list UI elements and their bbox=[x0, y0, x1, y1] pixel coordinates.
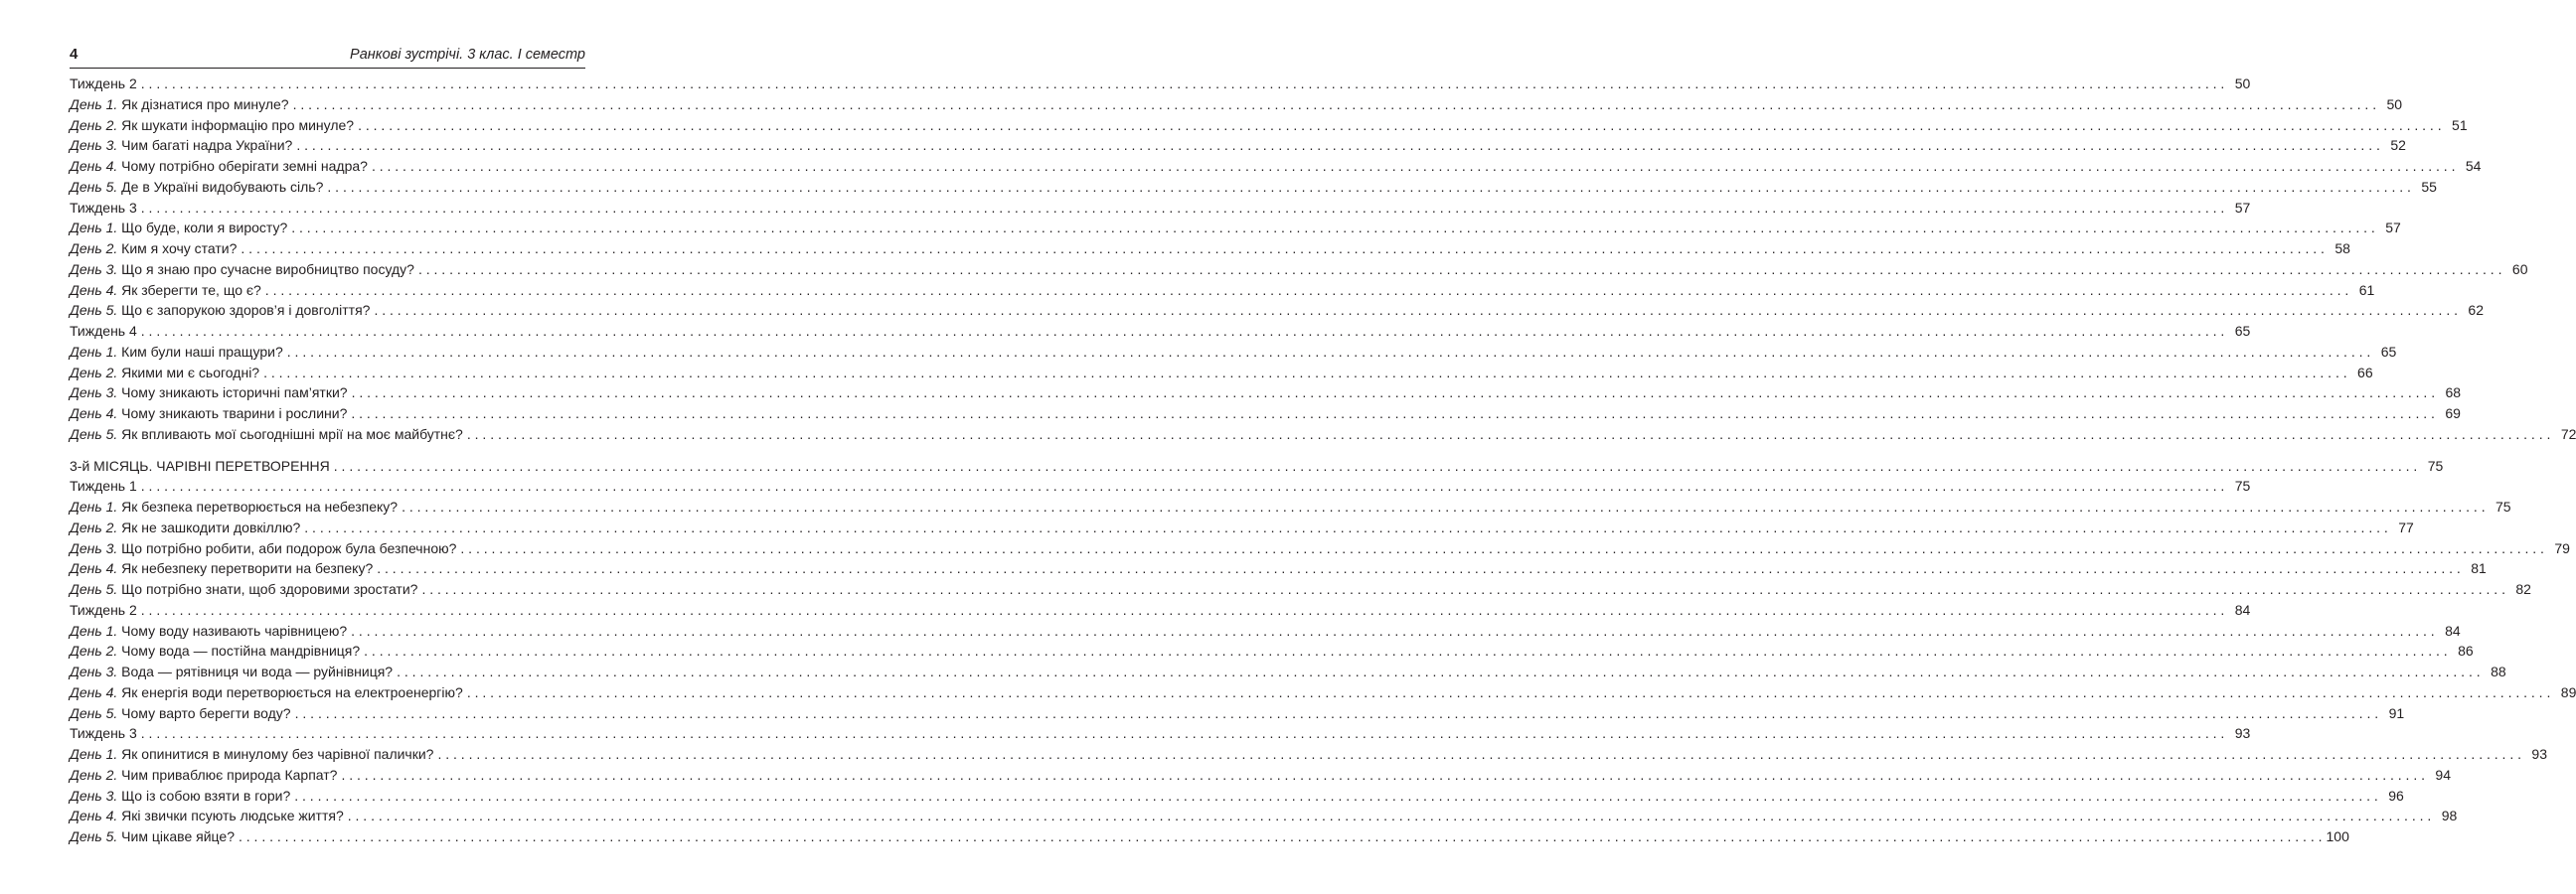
toc-entry-label bbox=[70, 300, 370, 321]
page-number: 4 bbox=[70, 46, 79, 63]
toc-entry-day-prefix: День 5. bbox=[70, 828, 118, 844]
toc-entry-day-prefix: День 4. bbox=[70, 683, 118, 700]
toc-day-entry bbox=[70, 558, 2487, 579]
toc-entry-title: Тиждень 2 bbox=[70, 601, 137, 618]
toc-entry-title: Що потрібно знати, щоб здоровими зростати? bbox=[117, 581, 418, 597]
toc-entry-label bbox=[70, 321, 137, 342]
toc-entry-day-prefix: День 3. bbox=[70, 787, 118, 804]
toc-dot-leader bbox=[141, 600, 2225, 621]
toc-entry-title: Що потрібно робити, аби подорож була безпечною? bbox=[117, 539, 457, 556]
toc-entry-title: Тиждень 3 bbox=[70, 199, 137, 216]
toc-entry-day-prefix: День 3. bbox=[70, 664, 118, 679]
toc-day-entry bbox=[70, 826, 2349, 847]
toc-week-entry bbox=[70, 476, 2251, 497]
toc-entry-page-number: 54 bbox=[2465, 158, 2482, 174]
toc-dot-leader bbox=[352, 382, 2436, 403]
toc-day-entry bbox=[70, 662, 2506, 682]
toc-dot-leader bbox=[241, 238, 2325, 259]
toc-entry-day-prefix: День 5. bbox=[70, 704, 118, 721]
toc-entry-day-prefix: День 1. bbox=[70, 622, 118, 639]
toc-entry-label bbox=[70, 342, 283, 363]
toc-entry-title: Тиждень 2 bbox=[70, 75, 137, 91]
toc-dot-leader bbox=[374, 300, 2458, 321]
toc-dot-leader bbox=[358, 115, 2442, 136]
toc-entry-title: Чому потрібно оберігати земні надра? bbox=[117, 158, 368, 174]
toc-entry-label bbox=[70, 363, 259, 383]
toc-day-entry bbox=[70, 806, 2458, 826]
toc-dot-leader bbox=[239, 826, 2323, 847]
toc-entry-title: Як шукати інформацію про минуле? bbox=[117, 116, 355, 133]
toc-entry-page-number: 96 bbox=[2388, 787, 2404, 804]
toc-dot-leader bbox=[351, 403, 2435, 424]
toc-week-entry bbox=[70, 74, 2251, 94]
toc-entry-label bbox=[70, 703, 291, 724]
toc-entry-title: Тиждень 4 bbox=[70, 323, 137, 339]
toc-dot-leader bbox=[141, 74, 2225, 94]
toc-dot-leader bbox=[351, 621, 2435, 642]
toc-day-entry bbox=[70, 135, 2406, 156]
toc-entry-title: Як дізнатися про минуле? bbox=[117, 95, 289, 112]
toc-week-entry bbox=[70, 600, 2251, 621]
toc-entry-label bbox=[70, 806, 344, 826]
toc-entry-page-number: 77 bbox=[2398, 519, 2414, 535]
toc-entry-title: Ким були наші пращури? bbox=[117, 343, 283, 360]
toc-entry-day-prefix: День 5. bbox=[70, 302, 118, 319]
toc-entry-label bbox=[70, 538, 456, 559]
toc-day-entry bbox=[70, 382, 2462, 403]
toc-entry-page-number: 81 bbox=[2471, 560, 2487, 577]
toc-entry-label bbox=[70, 198, 137, 219]
toc-entry-page-number: 68 bbox=[2445, 384, 2462, 401]
toc-entry-label bbox=[70, 579, 417, 600]
toc-entry-day-prefix: День 3. bbox=[70, 384, 118, 401]
toc-dot-leader bbox=[327, 177, 2411, 198]
toc-entry-label bbox=[70, 558, 373, 579]
toc-entry-page-number: 65 bbox=[2234, 323, 2251, 339]
toc-entry-title: Тиждень 1 bbox=[70, 478, 137, 495]
toc-dot-leader bbox=[141, 198, 2225, 219]
toc-entry-label bbox=[70, 135, 292, 156]
toc-entry-page-number: 61 bbox=[2358, 281, 2375, 298]
toc-day-entry bbox=[70, 238, 2350, 259]
toc-entry-label bbox=[70, 600, 137, 621]
toc-entry-title: Що я знаю про сучасне виробництво посуду? bbox=[117, 260, 414, 277]
toc-entry-title: Чому вода — постійна мандрівниця? bbox=[117, 643, 361, 660]
toc-entry-day-prefix: День 5. bbox=[70, 178, 118, 195]
toc-dot-leader bbox=[377, 558, 2461, 579]
toc-entry-page-number: 51 bbox=[2452, 116, 2468, 133]
toc-week-entry bbox=[70, 321, 2251, 342]
toc-dot-leader bbox=[467, 424, 2551, 445]
toc-entry-label bbox=[70, 456, 330, 477]
toc-entry-label bbox=[70, 518, 300, 538]
toc-day-entry bbox=[70, 94, 2403, 115]
toc-entry-title: 3-й МІСЯЦЬ. ЧАРІВНІ ПЕРЕТВОРЕННЯ bbox=[70, 457, 330, 474]
toc-entry-day-prefix: День 1. bbox=[70, 343, 118, 360]
toc-entry-label bbox=[70, 765, 337, 786]
toc-entry-page-number: 84 bbox=[2234, 601, 2251, 618]
toc-entry-page-number: 75 bbox=[2234, 478, 2251, 495]
toc-day-entry bbox=[70, 765, 2451, 786]
toc-dot-leader bbox=[304, 518, 2388, 538]
toc-entry-label bbox=[70, 641, 360, 662]
toc-entry-day-prefix: День 4. bbox=[70, 808, 118, 824]
toc-entry-title: Тиждень 3 bbox=[70, 725, 137, 742]
toc-entry-label bbox=[70, 259, 414, 280]
toc-entry-day-prefix: День 3. bbox=[70, 137, 118, 154]
toc-entry-day-prefix: День 1. bbox=[70, 746, 118, 762]
toc-entry-title: Як не зашкодити довкіллю? bbox=[117, 519, 301, 535]
toc-dot-leader bbox=[397, 662, 2481, 682]
toc-dot-leader bbox=[437, 744, 2521, 765]
toc-dot-leader bbox=[296, 135, 2380, 156]
toc-entry-title: Чим приваблює природа Карпат? bbox=[117, 766, 338, 783]
toc-dot-leader bbox=[293, 94, 2377, 115]
toc-entry-page-number: 93 bbox=[2234, 725, 2251, 742]
toc-day-entry bbox=[70, 497, 2511, 518]
toc-entry-title: Що із собою взяти в гори? bbox=[117, 787, 291, 804]
toc-day-entry bbox=[70, 703, 2405, 724]
toc-dot-leader bbox=[467, 682, 2551, 703]
toc-dot-leader bbox=[265, 280, 2349, 301]
toc-entry-day-prefix: День 2. bbox=[70, 643, 118, 660]
toc-entry-label bbox=[70, 723, 137, 744]
toc-entry-page-number: 50 bbox=[2386, 95, 2403, 112]
toc-entry-title: Чим цікаве яйце? bbox=[117, 828, 235, 844]
table-of-contents bbox=[70, 74, 2576, 847]
toc-entry-title: Ким я хочу стати? bbox=[117, 240, 238, 256]
toc-dot-leader bbox=[348, 806, 2432, 826]
page-header bbox=[70, 46, 585, 66]
toc-entry-page-number: 75 bbox=[2496, 499, 2511, 515]
toc-entry-title: Як опинитися в минулому без чарівної палички? bbox=[117, 746, 434, 762]
toc-day-entry bbox=[70, 259, 2528, 280]
toc-entry-page-number: 84 bbox=[2445, 622, 2461, 639]
toc-entry-page-number: 55 bbox=[2421, 178, 2437, 195]
toc-entry-page-number: 79 bbox=[2554, 539, 2570, 556]
toc-dot-leader bbox=[294, 786, 2378, 807]
running-title: Ранкові зустрічі. 3 клас. І семестр bbox=[350, 47, 585, 63]
toc-entry-label bbox=[70, 94, 289, 115]
toc-week-entry bbox=[70, 723, 2251, 744]
toc-dot-leader bbox=[402, 497, 2486, 518]
toc-entry-label bbox=[70, 826, 235, 847]
toc-entry-page-number: 57 bbox=[2234, 199, 2251, 216]
toc-entry-day-prefix: День 1. bbox=[70, 220, 118, 236]
toc-entry-title: Якими ми є сьогодні? bbox=[117, 364, 260, 380]
toc-day-entry bbox=[70, 518, 2414, 538]
toc-entry-title: Як небезпеку перетворити на безпеку? bbox=[117, 560, 374, 577]
toc-entry-day-prefix: День 4. bbox=[70, 158, 118, 174]
header-rule bbox=[70, 68, 585, 69]
toc-entry-page-number: 88 bbox=[2491, 664, 2506, 679]
toc-entry-title: Що є запорукою здоров’я і довголіття? bbox=[117, 302, 371, 319]
toc-entry-page-number: 100 bbox=[2326, 828, 2349, 844]
toc-dot-leader bbox=[421, 579, 2505, 600]
toc-entry-day-prefix: День 4. bbox=[70, 405, 118, 421]
toc-entry-title: Як безпека перетворюється на небезпеку? bbox=[117, 499, 399, 515]
toc-entry-page-number: 75 bbox=[2427, 457, 2444, 474]
toc-entry-page-number: 94 bbox=[2435, 766, 2451, 783]
toc-dot-leader bbox=[141, 723, 2225, 744]
toc-entry-page-number: 69 bbox=[2445, 405, 2461, 421]
toc-entry-page-number: 52 bbox=[2390, 137, 2406, 154]
toc-entry-page-number: 60 bbox=[2511, 260, 2528, 277]
toc-entry-page-number: 58 bbox=[2334, 240, 2350, 256]
toc-month-entry bbox=[70, 456, 2444, 477]
toc-entry-label bbox=[70, 621, 347, 642]
toc-day-entry bbox=[70, 115, 2468, 136]
toc-entry-label bbox=[70, 744, 433, 765]
toc-entry-day-prefix: День 5. bbox=[70, 581, 118, 597]
toc-entry-page-number: 57 bbox=[2385, 220, 2401, 236]
toc-entry-day-prefix: День 2. bbox=[70, 116, 118, 133]
toc-dot-leader bbox=[418, 259, 2502, 280]
toc-dot-leader bbox=[287, 342, 2371, 363]
toc-day-entry bbox=[70, 300, 2484, 321]
toc-entry-label bbox=[70, 218, 287, 238]
toc-entry-page-number: 91 bbox=[2388, 704, 2405, 721]
toc-entry-page-number: 82 bbox=[2515, 581, 2531, 597]
toc-entry-title: Чому воду називають чарівницею? bbox=[117, 622, 348, 639]
toc-entry-day-prefix: День 4. bbox=[70, 281, 118, 298]
toc-entry-label bbox=[70, 74, 137, 94]
toc-entry-title: Як енергія води перетворюється на електроенергію? bbox=[117, 683, 463, 700]
toc-entry-label bbox=[70, 662, 393, 682]
toc-day-entry bbox=[70, 177, 2437, 198]
toc-entry-label bbox=[70, 682, 463, 703]
toc-entry-label bbox=[70, 382, 348, 403]
toc-entry-page-number: 72 bbox=[2560, 425, 2576, 442]
toc-entry-title: Як впливають мої сьогоднішні мрії на моє майбутнє? bbox=[117, 425, 463, 442]
toc-entry-day-prefix: День 1. bbox=[70, 499, 118, 515]
toc-day-entry bbox=[70, 641, 2474, 662]
toc-entry-page-number: 66 bbox=[2357, 364, 2373, 380]
toc-entry-page-number: 86 bbox=[2458, 643, 2474, 660]
toc-entry-page-number: 62 bbox=[2468, 302, 2484, 319]
toc-day-entry bbox=[70, 218, 2401, 238]
toc-entry-label bbox=[70, 115, 354, 136]
toc-entry-label bbox=[70, 238, 237, 259]
toc-dot-leader bbox=[341, 765, 2425, 786]
toc-entry-day-prefix: День 2. bbox=[70, 766, 118, 783]
toc-entry-day-prefix: День 3. bbox=[70, 260, 118, 277]
toc-dot-leader bbox=[295, 703, 2379, 724]
toc-entry-page-number: 98 bbox=[2441, 808, 2458, 824]
toc-entry-label bbox=[70, 403, 347, 424]
toc-entry-title: Як зберегти те, що є? bbox=[117, 281, 261, 298]
toc-entry-day-prefix: День 2. bbox=[70, 519, 118, 535]
toc-day-entry bbox=[70, 363, 2373, 383]
toc-day-entry bbox=[70, 156, 2482, 177]
toc-entry-day-prefix: День 4. bbox=[70, 560, 118, 577]
toc-entry-page-number: 93 bbox=[2531, 746, 2547, 762]
toc-entry-day-prefix: День 2. bbox=[70, 240, 118, 256]
toc-day-entry bbox=[70, 682, 2576, 703]
toc-dot-leader bbox=[334, 456, 2418, 477]
toc-day-entry bbox=[70, 579, 2531, 600]
toc-entry-label bbox=[70, 280, 261, 301]
toc-day-entry bbox=[70, 342, 2397, 363]
toc-entry-title: Чим багаті надра України? bbox=[117, 137, 293, 154]
toc-entry-day-prefix: День 2. bbox=[70, 364, 118, 380]
toc-entry-title: Чому зникають історичні пам’ятки? bbox=[117, 384, 348, 401]
toc-day-entry bbox=[70, 538, 2570, 559]
toc-entry-label bbox=[70, 497, 398, 518]
toc-entry-title: Які звички псують людське життя? bbox=[117, 808, 344, 824]
toc-day-entry bbox=[70, 621, 2461, 642]
toc-day-entry bbox=[70, 403, 2461, 424]
toc-entry-day-prefix: День 5. bbox=[70, 425, 118, 442]
toc-entry-day-prefix: День 3. bbox=[70, 539, 118, 556]
toc-entry-label bbox=[70, 476, 137, 497]
toc-day-entry bbox=[70, 424, 2576, 445]
toc-dot-leader bbox=[372, 156, 2456, 177]
toc-day-entry bbox=[70, 280, 2375, 301]
toc-entry-page-number: 89 bbox=[2560, 683, 2576, 700]
toc-entry-label bbox=[70, 177, 323, 198]
toc-day-entry bbox=[70, 744, 2547, 765]
toc-dot-leader bbox=[364, 641, 2448, 662]
toc-dot-leader bbox=[460, 538, 2544, 559]
toc-entry-title: Чому варто берегти воду? bbox=[117, 704, 291, 721]
toc-dot-leader bbox=[291, 218, 2375, 238]
toc-entry-page-number: 50 bbox=[2234, 75, 2251, 91]
toc-week-entry bbox=[70, 198, 2251, 219]
toc-entry-title: Вода — рятівниця чи вода — руйнівниця? bbox=[117, 664, 394, 679]
toc-entry-label bbox=[70, 786, 290, 807]
toc-dot-leader bbox=[141, 321, 2225, 342]
toc-entry-day-prefix: День 1. bbox=[70, 95, 118, 112]
toc-entry-page-number: 65 bbox=[2380, 343, 2397, 360]
toc-entry-title: Де в Україні видобувають сіль? bbox=[117, 178, 324, 195]
toc-dot-leader bbox=[141, 476, 2225, 497]
toc-dot-leader bbox=[263, 363, 2347, 383]
toc-entry-title: Чому зникають тварини і рослини? bbox=[117, 405, 348, 421]
toc-day-entry bbox=[70, 786, 2404, 807]
toc-entry-label bbox=[70, 424, 463, 445]
toc-entry-label bbox=[70, 156, 368, 177]
toc-entry-title: Що буде, коли я виросту? bbox=[117, 220, 288, 236]
